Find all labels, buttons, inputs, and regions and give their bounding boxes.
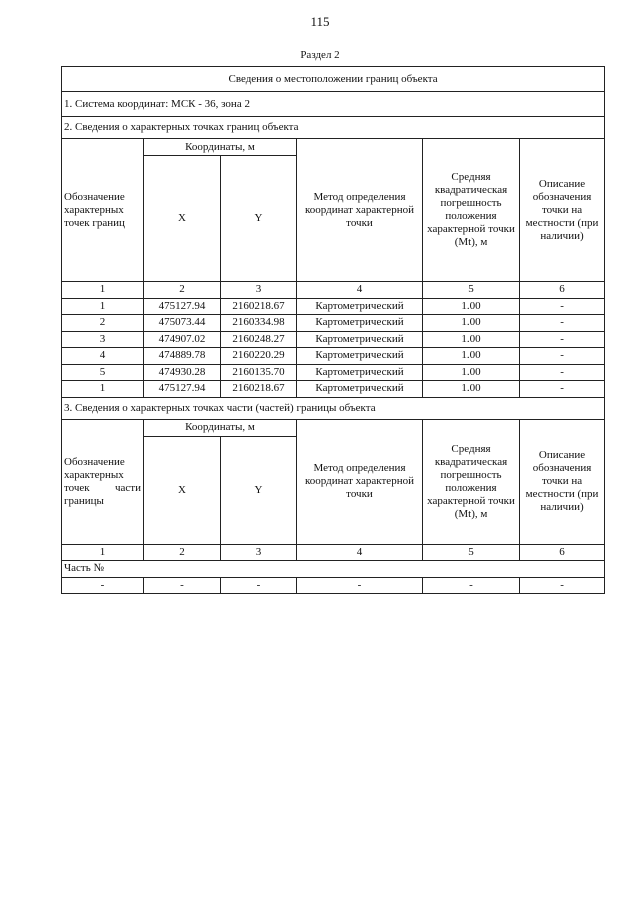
method: Картометрический: [297, 381, 423, 398]
empty-cell: -: [221, 577, 297, 594]
error: 1.00: [423, 381, 520, 398]
col-number: 3: [221, 282, 297, 299]
header-method: Метод определения координат характерной точки: [297, 139, 423, 282]
col-number: 2: [144, 282, 221, 299]
header-method-part: Метод определения координат характерной точки: [297, 419, 423, 544]
section-title: Раздел 2: [300, 49, 340, 61]
coord-y: 2160248.27: [221, 331, 297, 348]
method: Картометрический: [297, 298, 423, 315]
header-x-part: X: [144, 436, 221, 544]
col-number: 5: [423, 282, 520, 299]
point-number: 4: [62, 348, 144, 365]
table-row: [62, 315, 605, 332]
point-number: 3: [62, 331, 144, 348]
empty-cell: -: [423, 577, 520, 594]
part-label: Часть №: [62, 561, 605, 578]
col-number: 1: [62, 544, 144, 561]
point-number: 2: [62, 315, 144, 332]
header-coordinates: Координаты, м: [144, 139, 297, 156]
coord-x: 475127.94: [144, 298, 221, 315]
part3-title: 3. Сведения о характерных точках части (частей) границы объекта: [62, 397, 605, 419]
point-number: 5: [62, 364, 144, 381]
coord-x: 475073.44: [144, 315, 221, 332]
method: Картометрический: [297, 331, 423, 348]
column-numbers-row-part: [62, 544, 605, 561]
header-description-part: Описание обозначения точки на местности (при наличии): [520, 419, 605, 544]
coord-y: 2160218.67: [221, 381, 297, 398]
coord-system: 1. Система координат: МСК - 36, зона 2: [62, 92, 605, 117]
table-row: [62, 381, 605, 398]
coord-y: 2160218.67: [221, 298, 297, 315]
header-designation: Обозначение характерных точек границ: [62, 139, 144, 282]
coord-x: 474930.28: [144, 364, 221, 381]
boundary-table: [61, 66, 605, 594]
header-x: X: [144, 156, 221, 282]
col-number: 3: [221, 544, 297, 561]
column-numbers-row: [62, 282, 605, 299]
header-description: Описание обозначения точки на местности (при наличии): [520, 139, 605, 282]
method: Картометрический: [297, 315, 423, 332]
col-number: 6: [520, 282, 605, 299]
description: -: [520, 298, 605, 315]
coord-x: 474907.02: [144, 331, 221, 348]
coord-x: 475127.94: [144, 381, 221, 398]
error: 1.00: [423, 298, 520, 315]
point-number: 1: [62, 381, 144, 398]
table-row: [62, 298, 605, 315]
empty-cell: -: [297, 577, 423, 594]
coord-y: 2160334.98: [221, 315, 297, 332]
header-error: Средняя квадратическая погрешность положения характерной точки (Mt), м: [423, 139, 520, 282]
col-number: 1: [62, 282, 144, 299]
col-number: 4: [297, 544, 423, 561]
table-row: [62, 364, 605, 381]
table-title: Сведения о местоположении границ объекта: [62, 67, 605, 92]
description: -: [520, 348, 605, 365]
error: 1.00: [423, 348, 520, 365]
header-y: Y: [221, 156, 297, 282]
point-number: 1: [62, 298, 144, 315]
method: Картометрический: [297, 364, 423, 381]
part2-title: 2. Сведения о характерных точках границ объекта: [62, 117, 605, 139]
empty-cell: -: [144, 577, 221, 594]
header-y-part: Y: [221, 436, 297, 544]
header-coordinates-part: Координаты, м: [144, 419, 297, 436]
empty-cell: -: [520, 577, 605, 594]
description: -: [520, 381, 605, 398]
table-row: [62, 577, 605, 594]
col-number: 6: [520, 544, 605, 561]
table-row: [62, 331, 605, 348]
error: 1.00: [423, 364, 520, 381]
description: -: [520, 315, 605, 332]
col-number: 5: [423, 544, 520, 561]
description: -: [520, 331, 605, 348]
col-number: 2: [144, 544, 221, 561]
error: 1.00: [423, 315, 520, 332]
method: Картометрический: [297, 348, 423, 365]
table-row: [62, 348, 605, 365]
header-error-part: Средняя квадратическая погрешность положения характерной точки (Mt), м: [423, 419, 520, 544]
description: -: [520, 364, 605, 381]
empty-cell: -: [62, 577, 144, 594]
col-number: 4: [297, 282, 423, 299]
coord-x: 474889.78: [144, 348, 221, 365]
error: 1.00: [423, 331, 520, 348]
coord-y: 2160135.70: [221, 364, 297, 381]
header-designation-part: Обозначение характерных точек части границы: [62, 419, 144, 544]
page-number: 115: [310, 14, 330, 29]
coord-y: 2160220.29: [221, 348, 297, 365]
